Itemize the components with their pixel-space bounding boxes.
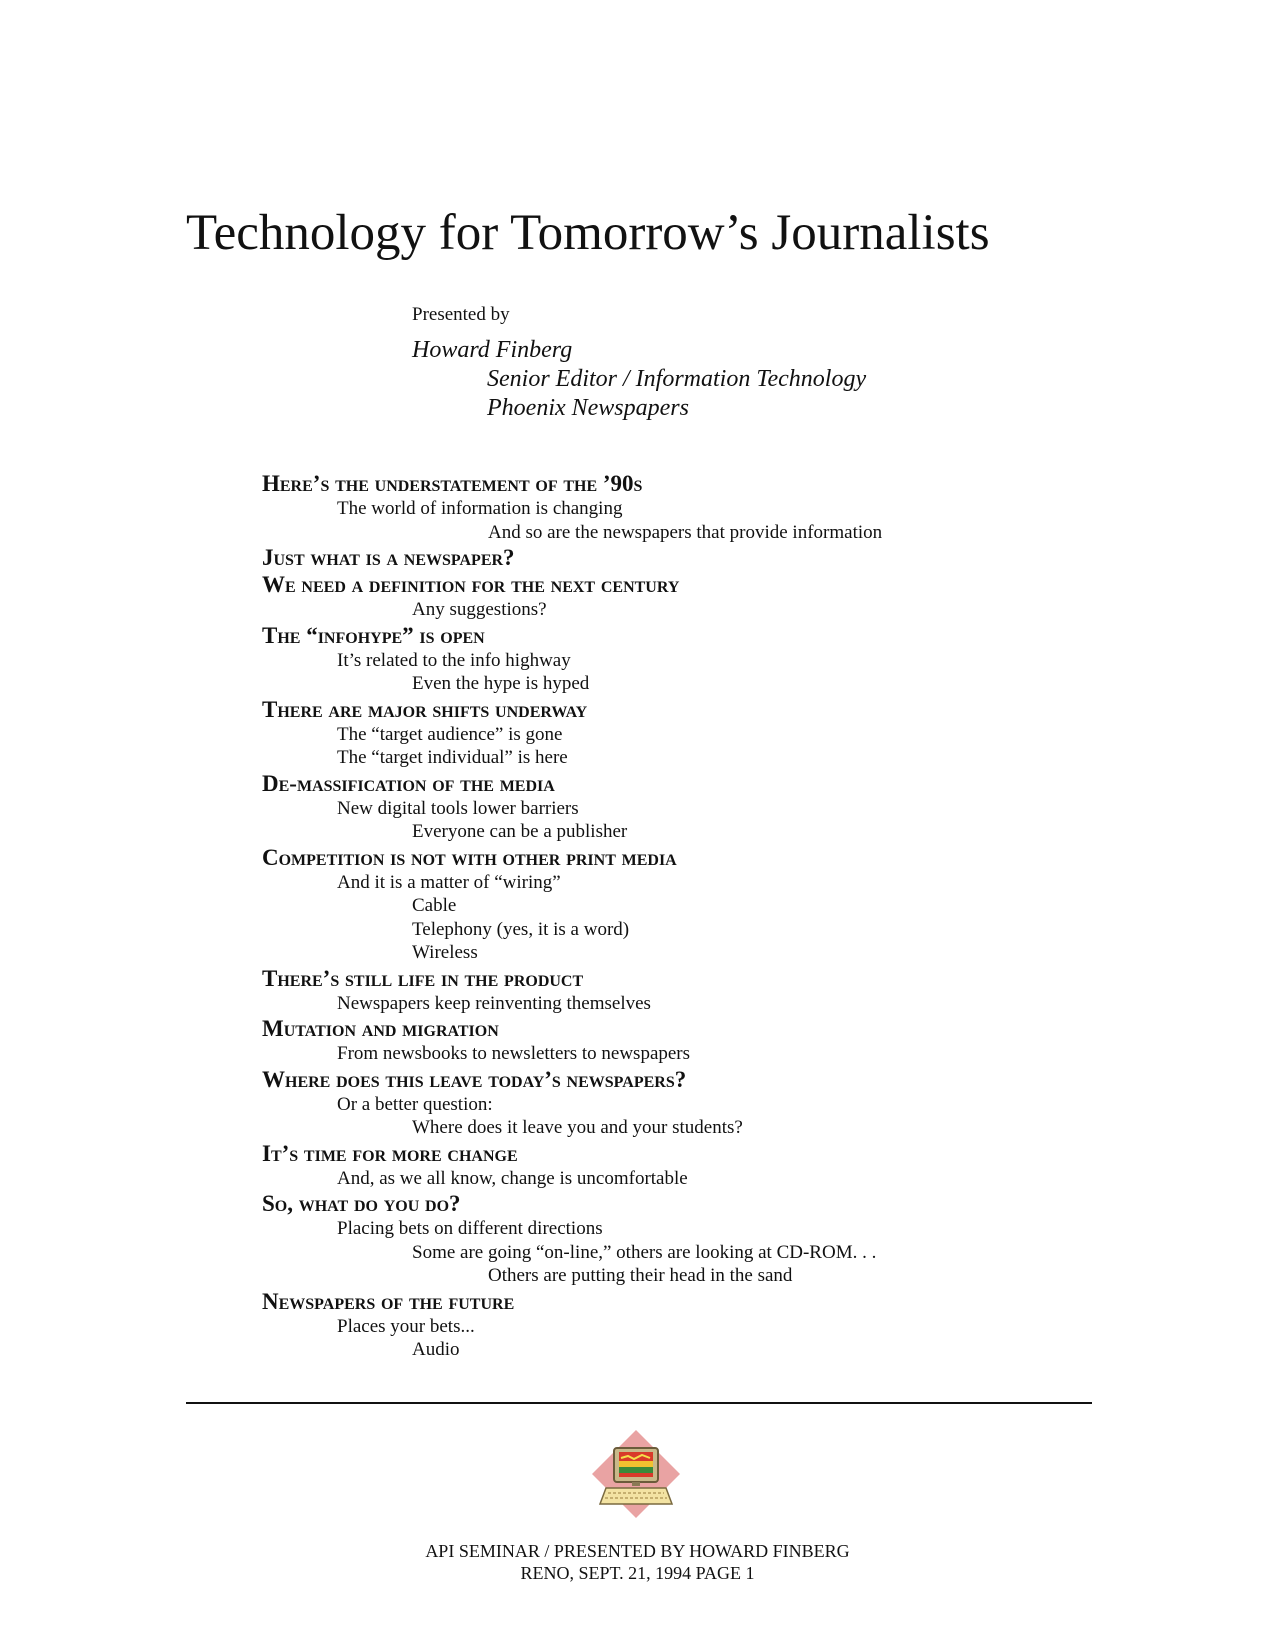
- outline-heading: Competition is not with other print media: [262, 844, 677, 870]
- outline-subpoint: It’s related to the info highway: [337, 649, 571, 671]
- outline-subpoint: Some are going “on-line,” others are looking at CD-ROM. . .: [412, 1241, 877, 1263]
- outline-subpoint: And it is a matter of “wiring”: [337, 871, 561, 893]
- outline-subpoint: The world of information is changing: [337, 498, 623, 519]
- outline-subpoint: New digital tools lower barriers: [337, 797, 579, 819]
- outline-subpoint: And, as we all know, change is uncomfortable: [337, 1167, 688, 1189]
- presenter-name: Howard Finberg: [412, 337, 573, 363]
- presenter-title: Senior Editor / Information Technology: [487, 366, 867, 392]
- footer-divider: [186, 1402, 1092, 1404]
- outline-subpoint: The “target individual” is here: [337, 747, 568, 768]
- outline-heading: There are major shifts underway: [262, 696, 588, 722]
- outline-heading: Here’s the understatement of the ’90s: [262, 471, 643, 496]
- outline-heading: Just what is a newspaper?: [262, 545, 515, 570]
- outline-subpoint: Even the hype is hyped: [412, 673, 590, 694]
- outline-subpoint: Places your bets...: [337, 1315, 475, 1337]
- presented-by-label: Presented by: [412, 304, 510, 325]
- outline-subpoint: Others are putting their head in the sand: [488, 1265, 793, 1286]
- outline-heading: It’s time for more change: [262, 1140, 518, 1166]
- outline-subpoint: Everyone can be a publisher: [412, 821, 628, 842]
- outline-heading: Where does this leave today’s newspapers?: [262, 1066, 687, 1092]
- outline-heading: Mutation and migration: [262, 1016, 499, 1041]
- outline-heading: So, what do you do?: [262, 1191, 461, 1216]
- outline-heading: De-massification of the media: [262, 770, 555, 796]
- outline-subpoint: Newspapers keep reinventing themselves: [337, 992, 651, 1014]
- outline-heading: There’s still life in the product: [262, 965, 584, 991]
- outline-subpoint: Telephony (yes, it is a word): [412, 918, 630, 940]
- outline-subpoint: Or a better question:: [337, 1093, 493, 1115]
- outline-heading: The “infohype” is open: [262, 622, 485, 648]
- outline-subpoint: Audio: [412, 1339, 460, 1360]
- footer-line-2: RENO, SEPT. 21, 1994 PAGE 1: [520, 1563, 755, 1583]
- outline-subpoint: The “target audience” is gone: [337, 723, 563, 745]
- outline-heading: We need a definition for the next century: [262, 572, 680, 597]
- presenter-block: [412, 336, 866, 423]
- footer-line-1: API SEMINAR / PRESENTED BY HOWARD FINBERG: [425, 1541, 850, 1561]
- outline-heading: Newspapers of the future: [262, 1288, 515, 1314]
- outline-subpoint: Any suggestions?: [412, 599, 547, 620]
- document-title: Technology for Tomorrow’s Journalists: [186, 205, 990, 261]
- outline-subpoint: Cable: [412, 895, 457, 916]
- outline: [262, 470, 1162, 1362]
- presenter-organization: Phoenix Newspapers: [487, 395, 689, 421]
- outline-subpoint: From newsbooks to newsletters to newspapers: [337, 1043, 691, 1064]
- computer-clipart-icon: [588, 1428, 684, 1520]
- outline-subpoint: Placing bets on different directions: [337, 1218, 603, 1239]
- outline-subpoint: Where does it leave you and your students?: [412, 1117, 743, 1138]
- outline-subpoint: And so are the newspapers that provide information: [488, 521, 883, 543]
- outline-subpoint: Wireless: [412, 942, 478, 963]
